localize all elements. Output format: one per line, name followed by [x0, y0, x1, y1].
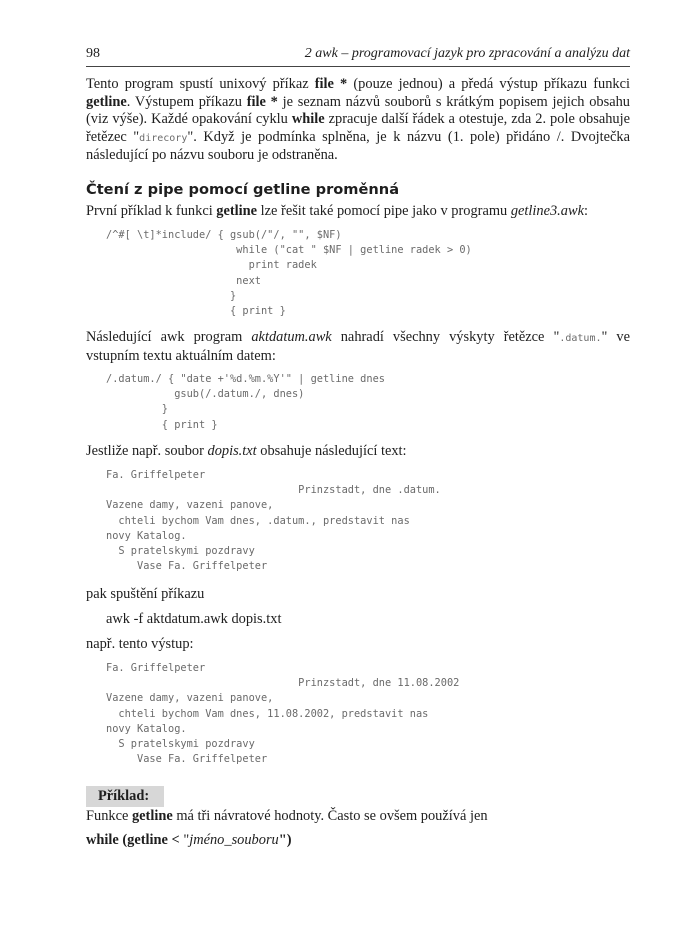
- code-line: Fa. Griffelpeter: [106, 469, 206, 481]
- intro-bold-2: getline: [86, 93, 127, 110]
- example-line-2: [86, 832, 630, 850]
- para3-italic: dopis.txt: [207, 443, 257, 459]
- section-text-1: První příklad k funkci: [86, 203, 217, 219]
- section-heading: Čtení z pipe pomocí getline proměnná: [86, 181, 400, 198]
- example-quote-open: ": [183, 832, 190, 848]
- intro-text-3: . Výstupem příkazu: [126, 93, 247, 110]
- code-line: chteli bychom Vam dnes, .datum., predstavit nas: [106, 514, 410, 527]
- code-line: chteli bychom Vam dnes, 11.08.2002, predstavit nas: [106, 707, 429, 720]
- code-line: novy Katalog.: [106, 529, 187, 542]
- intro-mono-1: direcory: [139, 132, 188, 144]
- intro-paragraph: [86, 76, 630, 165]
- code-block-getline: [106, 228, 472, 319]
- example-text-2: má tři návratové hodnoty. Často se ovšem používá jen: [172, 808, 488, 824]
- header-rule: [86, 66, 630, 67]
- code-line: /.datum./ { "date +'%d.%m.%Y'" | getline dnes: [106, 373, 385, 385]
- section-bold-1: getline: [216, 203, 258, 219]
- intro-text-1: Tento program spustí unixový příkaz: [86, 76, 315, 92]
- code-line: S pratelskymi pozdravy: [106, 544, 255, 557]
- section-italic-1: getline3.awk: [510, 203, 584, 219]
- intro-text-4: je seznam názvů souborů s krátkým popisem jejich obsahu (viz výše). Každé opakování cyklu: [86, 93, 630, 127]
- para2-mono: .datum.: [559, 333, 602, 344]
- section-text-2: lze řešit také pomocí pipe jako v programu: [257, 203, 511, 219]
- code-line: Vazene damy, vazeni panove,: [106, 499, 274, 512]
- code-line: Vazene damy, vazeni panove,: [106, 692, 274, 705]
- code-line: { print }: [106, 304, 286, 317]
- code-line: { print }: [106, 418, 218, 431]
- code-line: Prinzstadt, dne .datum.: [106, 484, 441, 497]
- example-line-1: [86, 808, 630, 826]
- para2-italic: aktdatum.awk: [251, 329, 332, 345]
- code-line: next: [106, 274, 261, 287]
- intro-text-2: (pouze jednou) a předá výstup příkazu funkci: [347, 76, 630, 92]
- code-line: Vase Fa. Griffelpeter: [106, 753, 268, 766]
- example-label: Příklad:: [86, 786, 164, 807]
- intro-text-5: zpracuje další řádek a otestuje, zda 2. pole obsahuje řetězec ": [86, 111, 630, 145]
- example-text-1: Funkce: [86, 808, 132, 824]
- code-block-output-letter: [106, 661, 459, 767]
- code-line: Fa. Griffelpeter: [106, 662, 206, 674]
- code-line: Vase Fa. Griffelpeter: [106, 560, 268, 573]
- chapter-title: 2 awk – programovací jazyk pro zpracování a analýzu dat: [304, 46, 630, 61]
- intro-bold-1: file *: [314, 76, 348, 92]
- code-block-input-letter: [106, 468, 441, 574]
- code-line: /^#[ \t]*include/ { gsub(/"/, "", $NF): [106, 229, 342, 241]
- section-text-3: :: [583, 203, 588, 219]
- code-line: gsub(/.datum./, dnes): [106, 388, 305, 401]
- run-command-paragraph: pak spuštění příkazu: [86, 586, 205, 602]
- intro-text-6: ". Když je podmínka splněna, je k názvu (1. pole) přidáno /. Dvojtečka následující po názvu souboru je odstraněna.: [86, 128, 630, 163]
- example-italic: jméno_souboru: [189, 832, 279, 848]
- code-line: S pratelskymi pozdravy: [106, 737, 255, 750]
- intro-bold-4: while: [291, 111, 325, 127]
- code-block-aktdatum: [106, 372, 385, 433]
- code-line: }: [106, 403, 168, 416]
- para3-text-2: obsahuje následující text:: [256, 443, 407, 459]
- example-bold-2: while (getline <: [86, 832, 184, 848]
- code-line: Prinzstadt, dne 11.08.2002: [106, 677, 460, 690]
- para2-text-2: nahradí všechny výskyty řetězce ": [331, 329, 560, 345]
- intro-bold-3: file *: [246, 93, 278, 110]
- aktdatum-paragraph: [86, 329, 630, 365]
- code-line: }: [106, 289, 237, 302]
- dopis-paragraph: [86, 443, 630, 461]
- command-line: awk -f aktdatum.awk dopis.txt: [106, 611, 282, 627]
- running-header: [86, 46, 630, 66]
- code-line: while ("cat " $NF | getline radek > 0): [106, 244, 472, 257]
- example-bold-1: getline: [131, 808, 173, 824]
- section-paragraph: [86, 203, 630, 221]
- code-line: print radek: [106, 259, 317, 272]
- output-paragraph: např. tento výstup:: [86, 636, 194, 652]
- page-number: 98: [86, 46, 100, 61]
- code-line: novy Katalog.: [106, 722, 187, 735]
- para2-text-1: Následující awk program: [86, 329, 252, 345]
- example-bold-3: "): [278, 832, 292, 848]
- para3-text-1: Jestliže např. soubor: [86, 443, 208, 459]
- para2-text-3: " ve vstupním textu aktuálním datem:: [86, 329, 630, 364]
